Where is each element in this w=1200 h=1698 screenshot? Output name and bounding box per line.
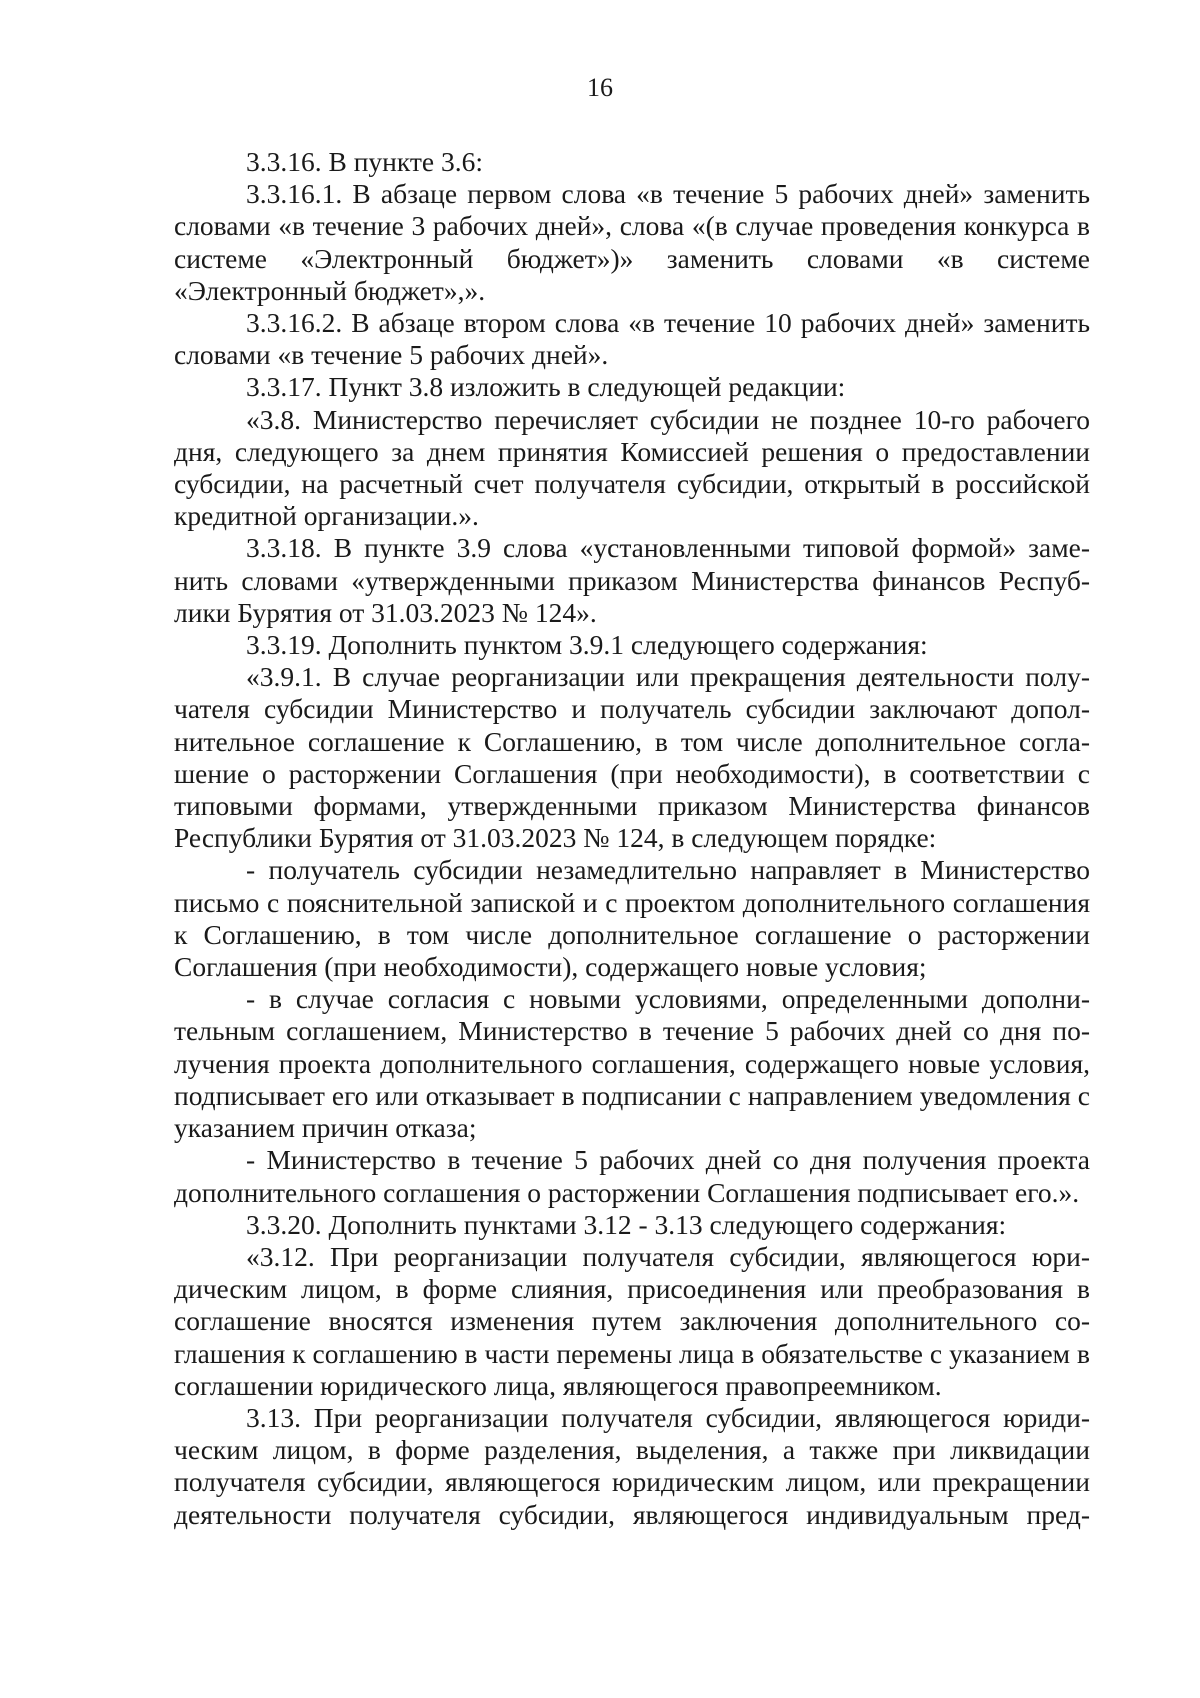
paragraph-3-3-19: 3.3.19. Дополнить пунктом 3.9.1 следующего содержания: [246, 629, 928, 661]
paragraph-3-3-16-2: 3.3.16.2. В абзаце втором слова «в течение 10 рабочих дней» заменить словами «в течение 5 рабочих дней». [174, 307, 1090, 371]
paragraph-list-item: - Министерство в течение 5 рабочих дней со дня получения проекта дополнительного соглашения о расторжении Соглашения подписывает его.». [174, 1144, 1090, 1208]
paragraph-3-3-17: 3.3.17. Пункт 3.8 изложить в следующей редакции: [246, 371, 846, 403]
page-number: 16 [587, 73, 613, 102]
paragraph-3-3-16: 3.3.16. В пункте 3.6: [246, 146, 484, 177]
paragraph-3-3-16-1: 3.3.16.1. В абзаце первом слова «в течение 5 рабочих дней» заменить словами «в течение 3 рабочих дней», слова «(в случае проведения конкурса в системе «Электронный бюджет»)» заменить словами «в системе «Электронный бюджет»,». [174, 178, 1090, 306]
paragraph-3-13: 3.13. При реорганизации получателя субсидии, являющегося юридическим лицом, в форме разделения, выделения, а также при ликвидации получателя субсидии, являющегося юридическим лицом, или прекращении деятельности получателя субсидии, являющегося индивидуальным пред- [174, 1401, 1090, 1530]
paragraph-3-3-20: 3.3.20. Дополнить пунктами 3.12 - 3.13 следующего содержания: [246, 1208, 1007, 1240]
paragraph-3-3-18: 3.3.18. В пункте 3.9 слова «установленными типовой формой» заменить словами «утвержденными приказом Министерства финансов Республики Бурятия от 31.03.2023 № 124». [174, 532, 1090, 628]
paragraph-3-12: «3.12. При реорганизации получателя субсидии, являющегося юридическим лицом, в форме слияния, присоединения или преобразования в соглашение вносятся изменения путем заключения дополнительного соглашения к соглашению в части перемены лица в обязательстве с указанием в соглашении юридического лица, являющегося правопреемником. [174, 1240, 1090, 1401]
paragraph-3-9-1: «3.9.1. В случае реорганизации или прекращения деятельности получателя субсидии Министерство и получатель субсидии заключают дополнительное соглашение к Соглашению, в том числе дополнительное соглашение о расторжении Соглашения (при необходимости), в соответствии с типовыми формами, утвержденными приказом Министерства финансов Республики Бурятия от 31.03.2023 № 124, в следующем порядке: [174, 661, 1090, 854]
paragraph-3-8: «3.8. Министерство перечисляет субсидии не позднее 10-го рабочего дня, следующего за днем принятия Комиссией решения о предоставлении субсидии, на расчетный счет получателя субсидии, открытый в российской кредитной организации.». [174, 403, 1090, 532]
paragraph-list-item: - в случае согласия с новыми условиями, определенными дополнительным соглашением, Министерство в течение 5 рабочих дней со дня получения проекта дополнительного соглашения, содержащего новые условия, подписывает его или отказывает в подписании с направлением уведомления с указанием причин отказа; [174, 983, 1090, 1144]
paragraph-list-item: - получатель субсидии незамедлительно направляет в Министерство письмо с пояснительной запиской и с проектом дополнительного соглашения к Соглашению, в том числе дополнительное соглашение о расторжении Соглашения (при необходимости), содержащего новые условия; [174, 854, 1090, 983]
document-body [174, 146, 1090, 1531]
